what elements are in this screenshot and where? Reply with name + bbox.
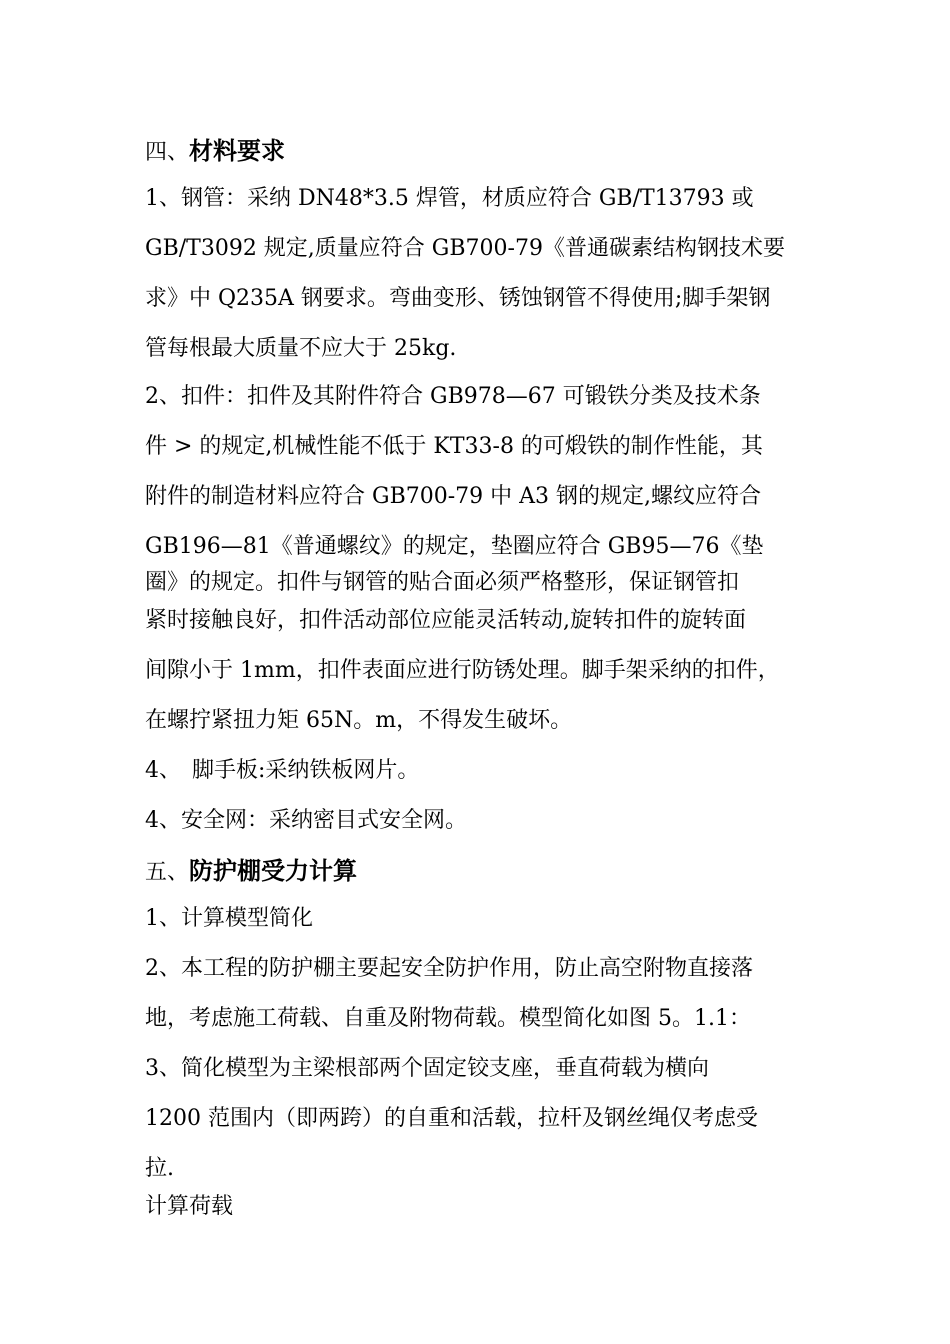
paragraph-line: 紧时接触良好，扣件活动部位应能灵活转动,旋转扣件的旋转面 (145, 608, 746, 633)
paragraph-line: 2、本工程的防护棚主要起安全防护作用，防止高空附物直接落 (145, 956, 753, 981)
paragraph-line: 1、钢管：采纳 DN48*3.5 焊管，材质应符合 GB/T13793 或 (145, 186, 754, 211)
paragraph-line: 1、计算模型简化 (145, 906, 313, 931)
paragraph-line: 地，考虑施工荷载、自重及附物荷载。模型简化如图 5。1.1： (145, 1006, 751, 1031)
paragraph-line: 1200 范围内（即两跨）的自重和活载，拉杆及钢丝绳仅考虑受 (145, 1106, 758, 1131)
paragraph-line: 圈》的规定。扣件与钢管的贴合面必须严格整形，保证钢管扣 (145, 570, 740, 595)
section-4-title: 材料要求 (189, 136, 286, 165)
paragraph-line: 计算荷载 (145, 1194, 234, 1219)
paragraph-line: 4、 脚手板:采纳铁板网片。 (145, 758, 420, 783)
section-5-number: 五、 (145, 860, 190, 885)
paragraph-line: 求》中 Q235A 钢要求。弯曲变形、锈蚀钢管不得使用;脚手架钢 (145, 286, 771, 311)
paragraph-line: 在螺拧紧扭力矩 65N。m，不得发生破坏。 (145, 708, 573, 733)
section-5-title: 防护棚受力计算 (189, 856, 358, 885)
paragraph-line: 4、安全网：采纳密目式安全网。 (145, 808, 467, 833)
paragraph-line: 件 > 的规定,机械性能不低于 KT33-8 的可煅铁的制作性能，其 (145, 434, 763, 459)
paragraph-line: 管每根最大质量不应大于 25kg. (145, 336, 457, 361)
paragraph-line: 拉. (145, 1156, 174, 1181)
paragraph-line: GB/T3092 规定,质量应符合 GB700-79《普通碳素结构钢技术要 (145, 236, 785, 261)
paragraph-line: GB196—81《普通螺纹》的规定，垫圈应符合 GB95—76《垫 (145, 534, 764, 559)
paragraph-line: 附件的制造材料应符合 GB700-79 中 A3 钢的规定,螺纹应符合 (145, 484, 762, 509)
paragraph-line: 3、简化模型为主梁根部两个固定铰支座，垂直荷载为横向 (145, 1056, 709, 1081)
section-4-heading (145, 136, 285, 168)
paragraph-line: 2、扣件：扣件及其附件符合 GB978—67 可锻铁分类及技术条 (145, 384, 761, 409)
section-5-heading (145, 856, 357, 888)
section-4-number: 四、 (145, 140, 190, 165)
paragraph-line: 间隙小于 1mm，扣件表面应进行防锈处理。脚手架采纳的扣件， (145, 658, 780, 683)
